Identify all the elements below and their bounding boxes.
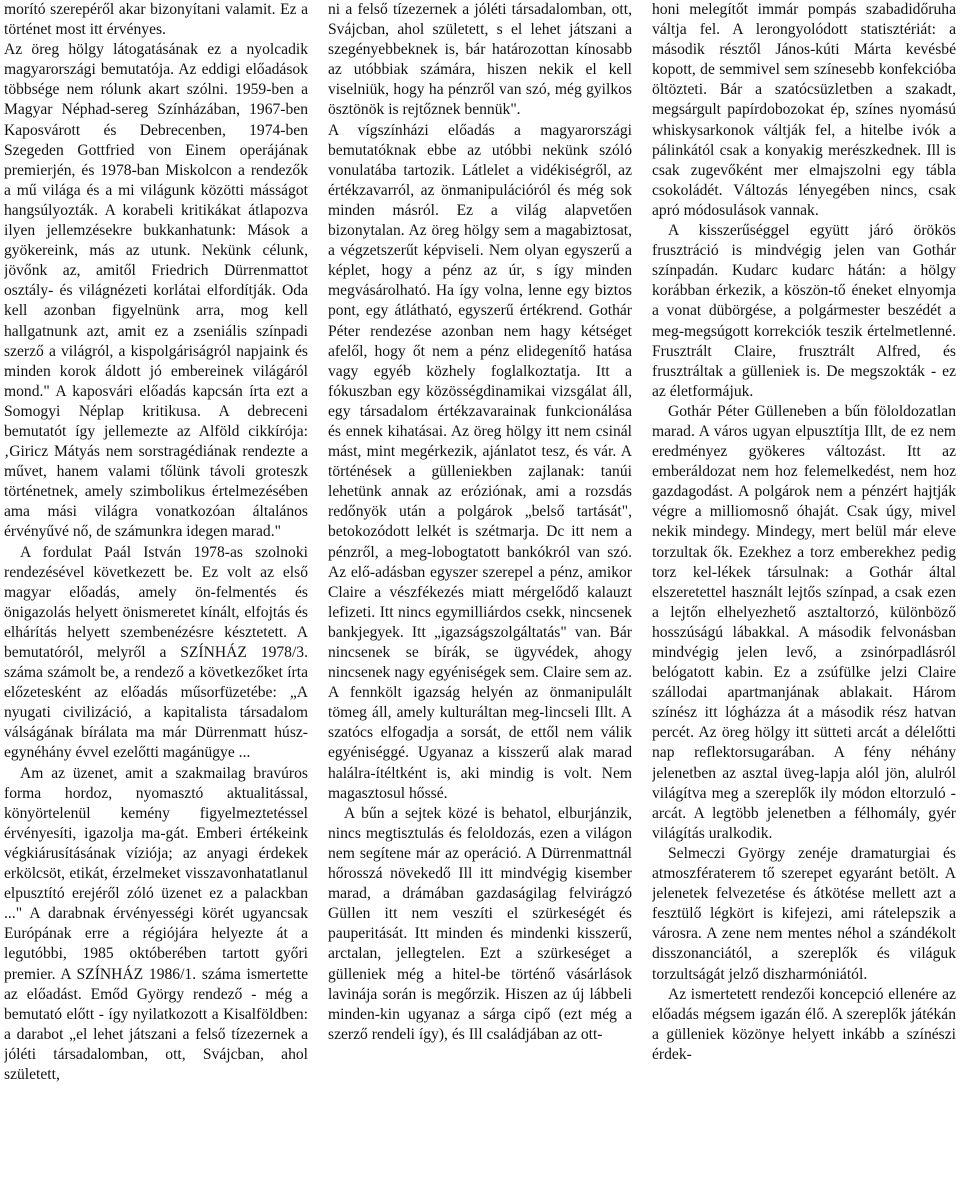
paragraph: Am az üzenet, amit a szakmailag bravúros forma hordoz, nyomasztó aktualitással, könyörtelenül kemény figyelmeztetéssel érvényesíti, igazolja ma-gát. Emberi értékeink végkiárusításának víziója; az anyagi érdekek erkölcsöt, etikát, érzelmeket visszavonhatatlanul elpusztító erejéről zóló üzenet ez a palackban ..." A darabnak érvényességi körét ugyancsak Európának erre a régiójára helyezte át a legutóbbi, 1985 októberében tartott győri premier. A SZÍNHÁZ 1986/1. száma ismertette az előadást. Emőd György rendező - még a bemutató előtt - így nyilatkozott a Kisalföldben: a darabot „el lehet játszani a felső tízezernek a jóléti társadalomban, ott, Svájcban, ahol született, bbox=[4, 764, 308, 1083]
paragraph: Az ismertetett rendezői koncepció ellenére az előadás mégsem igazán élő. A szereplők játékán a gülleniek közönye helyett inkább a színészi érdek- bbox=[652, 985, 956, 1063]
text-column-2 bbox=[328, 0, 632, 1180]
paragraph: A bűn a sejtek közé is behatol, elburjánzik, nincs megtisztulás és feloldozás, ezen a világon nem segítene már az operáció. A Dürrenmattnál hőrosszá növekedő Ill itt mindvégig kisember marad, a drámában gazdaságilag felvirágzó Güllen itt nem veszíti el szürkeségét és pauperitását. Itt minden és mindenki kisszerű, arctalan, jellegtelen. Ezt a szürkeséget a gülleniek még a hitel-be történő vásárlások lavinája során is megőrzik. Hiszen az új lábbeli minden-kin ugyanaz a sárga cipő (ezt még a szerző rendeli így), és Ill családjában az ott- bbox=[328, 804, 632, 1043]
paragraph: Selmeczi György zenéje dramaturgiai és atmoszfératerem tő szerepet egyaránt betölt. A jelenetek felvezetése és átkötése mellett azt a fesztülő légkört is kifejezi, ami rátelepszik a városra. A zene nem mentes néhol a szándékolt disszonanciától, a szereplők és világuk torzultságát jelző diszharmóniától. bbox=[652, 844, 956, 983]
paragraph: ni a felső tízezernek a jóléti társadalomban, ott, Svájcban, ahol született, s el lehet játszani a szegényebbeknek is, bár határozottan kínosabb az utóbbiak számára, hiszen nekik el kell viselniük, hogy ha pénzről van szó, még gyilkos ösztönök is rejtőznek bennük". bbox=[328, 1, 632, 119]
paragraph: honi melegítőt immár pompás szabadidőruha váltja fel. A lerongyolódott statisztériát: a második résztől János-kúti Márta kevésbé kopott, de semmivel sem színesebb konfekcióba öltözteti. Bár a szatócsüzletben a szakadt, megsárgult papírdobozokat ép, színes nyomású whiskysarkonok váltják fel, a hitelbe ivók a pálinkától csak a konyakig merészkednek. Ill is csak zugevőként mer elmajszolni egy tábla csokoládét. Változás lényegében nincs, csak apró módosulások vannak. bbox=[652, 1, 956, 219]
paragraph: A vígszínházi előadás a magyarországi bemutatóknak ebbe az utóbbi nekünk szóló vonulatába tartozik. Látlelet a vidékiségről, az értékzavarról, az önmanipulációról és még sok minden másról. Ez a világ alapvetően bizonytalan. Az öreg hölgy sem a magabiztosat, a végzetszerűt képviseli. Nem olyan egyszerű a képlet, hogy a pénz az úr, s így minden megvásárolható. Ha így volna, lenne egy biztos pont, egy átlátható, egyszerű értékrend. Gothár Péter rendezése azonban nem hagy kétséget afelől, hogy őt nem a pénz elidegenítő hatása vagy egyéb közhely foglalkoztatja. Itt a fókuszban egy közösségdinamikai vizsgálat áll, egy társadalom értékzavarainak funkcionálása és ennek kihatásai. Az öreg hölgy itt nem csinál mást, mint megérkezik, ajánlatot tesz, és vár. A történések a gülleniekben zajlanak: tanúi lehetünk annak az eróziónak, ami a rozsdás redőnyök után a polgárok „belső tartását", betokozódott lelkét is szétmarja. Dc itt nem a pénzről, a meg-lobogtatott bankókról van szó. Az elő-adásban egyszer szerepel a pénz, amikor Claire a vészfékezés miatt mérgelődő kalauzt lefizeti. Itt nincs egymilliárdos csekk, nincsenek bankjegyek. Itt „igazságszolgáltatás" van. Bár nincsenek se bírák, se ügyvédek, ahogy nincsenek nagy egyéniségek sem. Claire sem az. A fennkölt igazság helyén az önmanipulált tömeg áll, amely kulturáltan meg-lincseli Illt. A szatócs elfogadja a sorsát, de ettől nem válik egyéniséggé. Ugyanaz a kisszerű alak marad halálra-ítéltként is, aki mindig is volt. Nem magasztosul hőssé. bbox=[328, 121, 632, 802]
text-column-1 bbox=[4, 0, 308, 1180]
paragraph: Az öreg hölgy látogatásának ez a nyolcadik magyarországi bemutatója. Az eddigi előadások többsége nem rólunk akart szólni. 1959-ben a Magyar Néphad-sereg Színházában, 1967-ben Kaposvárott és Debrecenben, 1974-ben Szegeden Gottfried von Einem operájának premierjén, és 1978-ban Miskolcon a rendezők a mű világa és a mi világunk közötti másságot hangsúlyozták. A korabeli kritikákat átlapozva ilyen jellemzésekre bukkanhatunk: Mások a gyökereink, más az utunk. Nekünk célunk, jövőnk az, amitől Friedrich Dürrenmattot osztály- és világnézeti korlátai elfordítják. Oda kell azonban figyelnünk arra, mog kell hallgatnunk azt, amit ez a zseniális színpadi szerző a világról, a kispolgáriságról napjaink és minden korok áldott jó embereinek világáról mond." A kaposvári előadás kapcsán írta ezt a Somogyi Néplap kritikusa. A debreceni bemutatót így jellemezte az Alföld cikkírója: ‚Giricz Mátyás nem sorstragédiának rendezte a művet, hanem valami tőlünk távoli groteszk történetnek, amely szimbolikus értelmezésében ama mási világra vonatkozóan általános érvényűvé nő, de számunkra idegen marad." bbox=[4, 41, 308, 541]
paragraph: Gothár Péter Gülleneben a bűn föloldozatlan marad. A város ugyan elpusztítja Illt, de ez nem eredményez gyökeres változást. Itt az emberáldozat nem hoz felemelkedést, nem hoz gazdagodást. A polgárok nem a pénzért hajtják végre a milliomosnő óhaját. Csak úgy, mivel nekik mindegy. Mindegy, mert belül már eleve torzultak ők. Ezekhez a torz emberekhez pedig torz kel-lékek társulnak: a Gothár által elszeretettel használt lejtős színpad, a csak ezen a lejtőn elhelyezhető asztaltorzó, különböző hosszúságú lábakkal. A második felvonásban mindvégig jelen levő, a zsinórpadlásról belógatott kabin. Ez a zsúfülke jelzi Claire szállodai apartmanjának ablakait. Három színész itt lógházza át a második rész hatvan percét. Az öreg hölgy itt sütteti arcát a délelőtti nap reflektorsugarában. A fény néhány jelenetben az asztal üveg-lapja alól jön, alulról világítva meg a szereplők ily módon eltorzuló - arcát. A legtöbb jelenetben a félhomály, gyér világítás uralkodik. bbox=[652, 402, 956, 842]
text-column-3 bbox=[652, 0, 956, 1180]
paragraph: A kisszerűséggel együtt járó örökös frusztráció is mindvégig jelen van Gothár színpadán. Kudarc kudarc hátán: a hölgy korábban érkezik, a köszön-tő éneket elnyomja a vonat dübörgése, a polgármester beszédét a meg-megsúgott korrekciók teszik értelmetlenné. Frusztrált Claire, frusztrált Alfred, és frusztráltak a gülleniek is. De megszokták - ez az életformájuk. bbox=[652, 222, 956, 400]
paragraph: A fordulat Paál István 1978-as szolnoki rendezésével következett be. Ez volt az első magyar előadás, amely ön-felmentés és önigazolás helyett önismeretet kínált, elfojtás és elhárítás helyett szembenézésre késztetett. A bemutatóról, melyről a SZÍNHÁZ 1978/3. száma számolt be, a rendező a következőket írta előzetesként az előadás műsorfüzetébe: „A nyugati civilizáció, a kapitalista társadalom válságának bírálata ma már Dürrenmatt húsz-egynéhány évvel ezelőtti magánügye ... bbox=[4, 543, 308, 762]
paragraph: morító szerepéről akar bizonyítani valamit. Ez a történet most itt érvényes. bbox=[4, 1, 308, 39]
